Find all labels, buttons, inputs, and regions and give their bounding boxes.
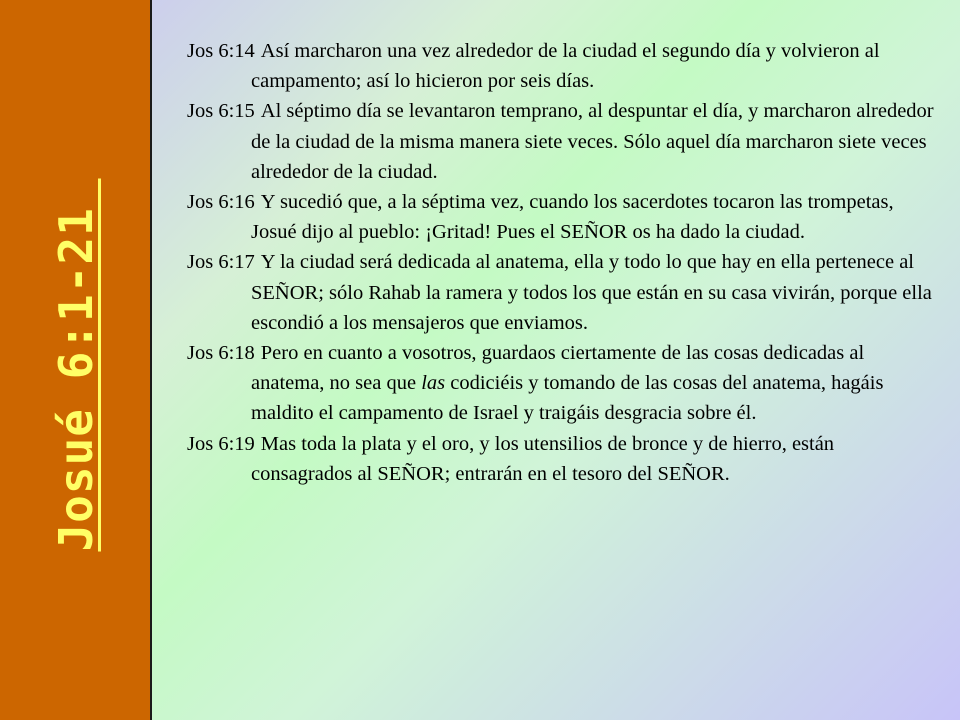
verse-item bbox=[187, 187, 935, 247]
verse-text-before: Pero en cuanto a vosotros, guardaos ciertamente de las cosas dedicadas al anatema, no sea que bbox=[251, 342, 865, 395]
verse-text: Al séptimo día se levantaron temprano, al despuntar el día, y marcharon alrededor de la ciudad de la misma manera siete veces. Sólo aquel día marcharon siete veces alrededor de la ciudad. bbox=[251, 100, 934, 183]
verse-item bbox=[187, 247, 935, 338]
verse-reference: Jos 6:16 bbox=[187, 191, 255, 214]
verse-item bbox=[187, 36, 935, 96]
verse-reference: Jos 6:14 bbox=[187, 40, 255, 62]
verse-reference: Jos 6:17 bbox=[187, 251, 255, 274]
sidebar-panel bbox=[0, 0, 152, 720]
title-wrapper bbox=[49, 178, 103, 551]
verse-item bbox=[187, 338, 935, 429]
verse-text: Y sucedió que, a la séptima vez, cuando los sacerdotes tocaron las trompetas, Josué dijo al pueblo: ¡Gritad! Pues el SEÑOR os ha dado la ciudad. bbox=[251, 191, 894, 244]
verse-list bbox=[187, 36, 935, 489]
verse-text-after: codiciéis y tomando de las cosas del anatema, hagáis maldito el campamento de Israel y traigáis desgracia sobre él. bbox=[251, 372, 884, 425]
verse-reference: Jos 6:18 bbox=[187, 342, 255, 365]
verse-item bbox=[187, 429, 935, 489]
verse-reference: Jos 6:19 bbox=[187, 432, 255, 455]
verse-reference: Jos 6:15 bbox=[187, 100, 255, 123]
verse-item bbox=[187, 96, 935, 187]
verse-text-italic: las bbox=[421, 372, 446, 395]
verse-text: Así marcharon una vez alrededor de la ciudad el segundo día y volvieron al campamento; así lo hicieron por seis días. bbox=[251, 40, 880, 93]
verse-text: Mas toda la plata y el oro, y los utensilios de bronce y de hierro, están consagrados al SEÑOR; entrarán en el tesoro del SEÑOR. bbox=[251, 432, 835, 485]
slide-title: Josué 6:1-21 bbox=[49, 178, 103, 552]
verse-text: Y la ciudad será dedicada al anatema, ella y todo lo que hay en ella pertenece al SEÑOR; sólo Rahab la ramera y todos los que están en su casa vivirán, porque ella escondió a los mensajeros que enviamos. bbox=[251, 251, 932, 334]
